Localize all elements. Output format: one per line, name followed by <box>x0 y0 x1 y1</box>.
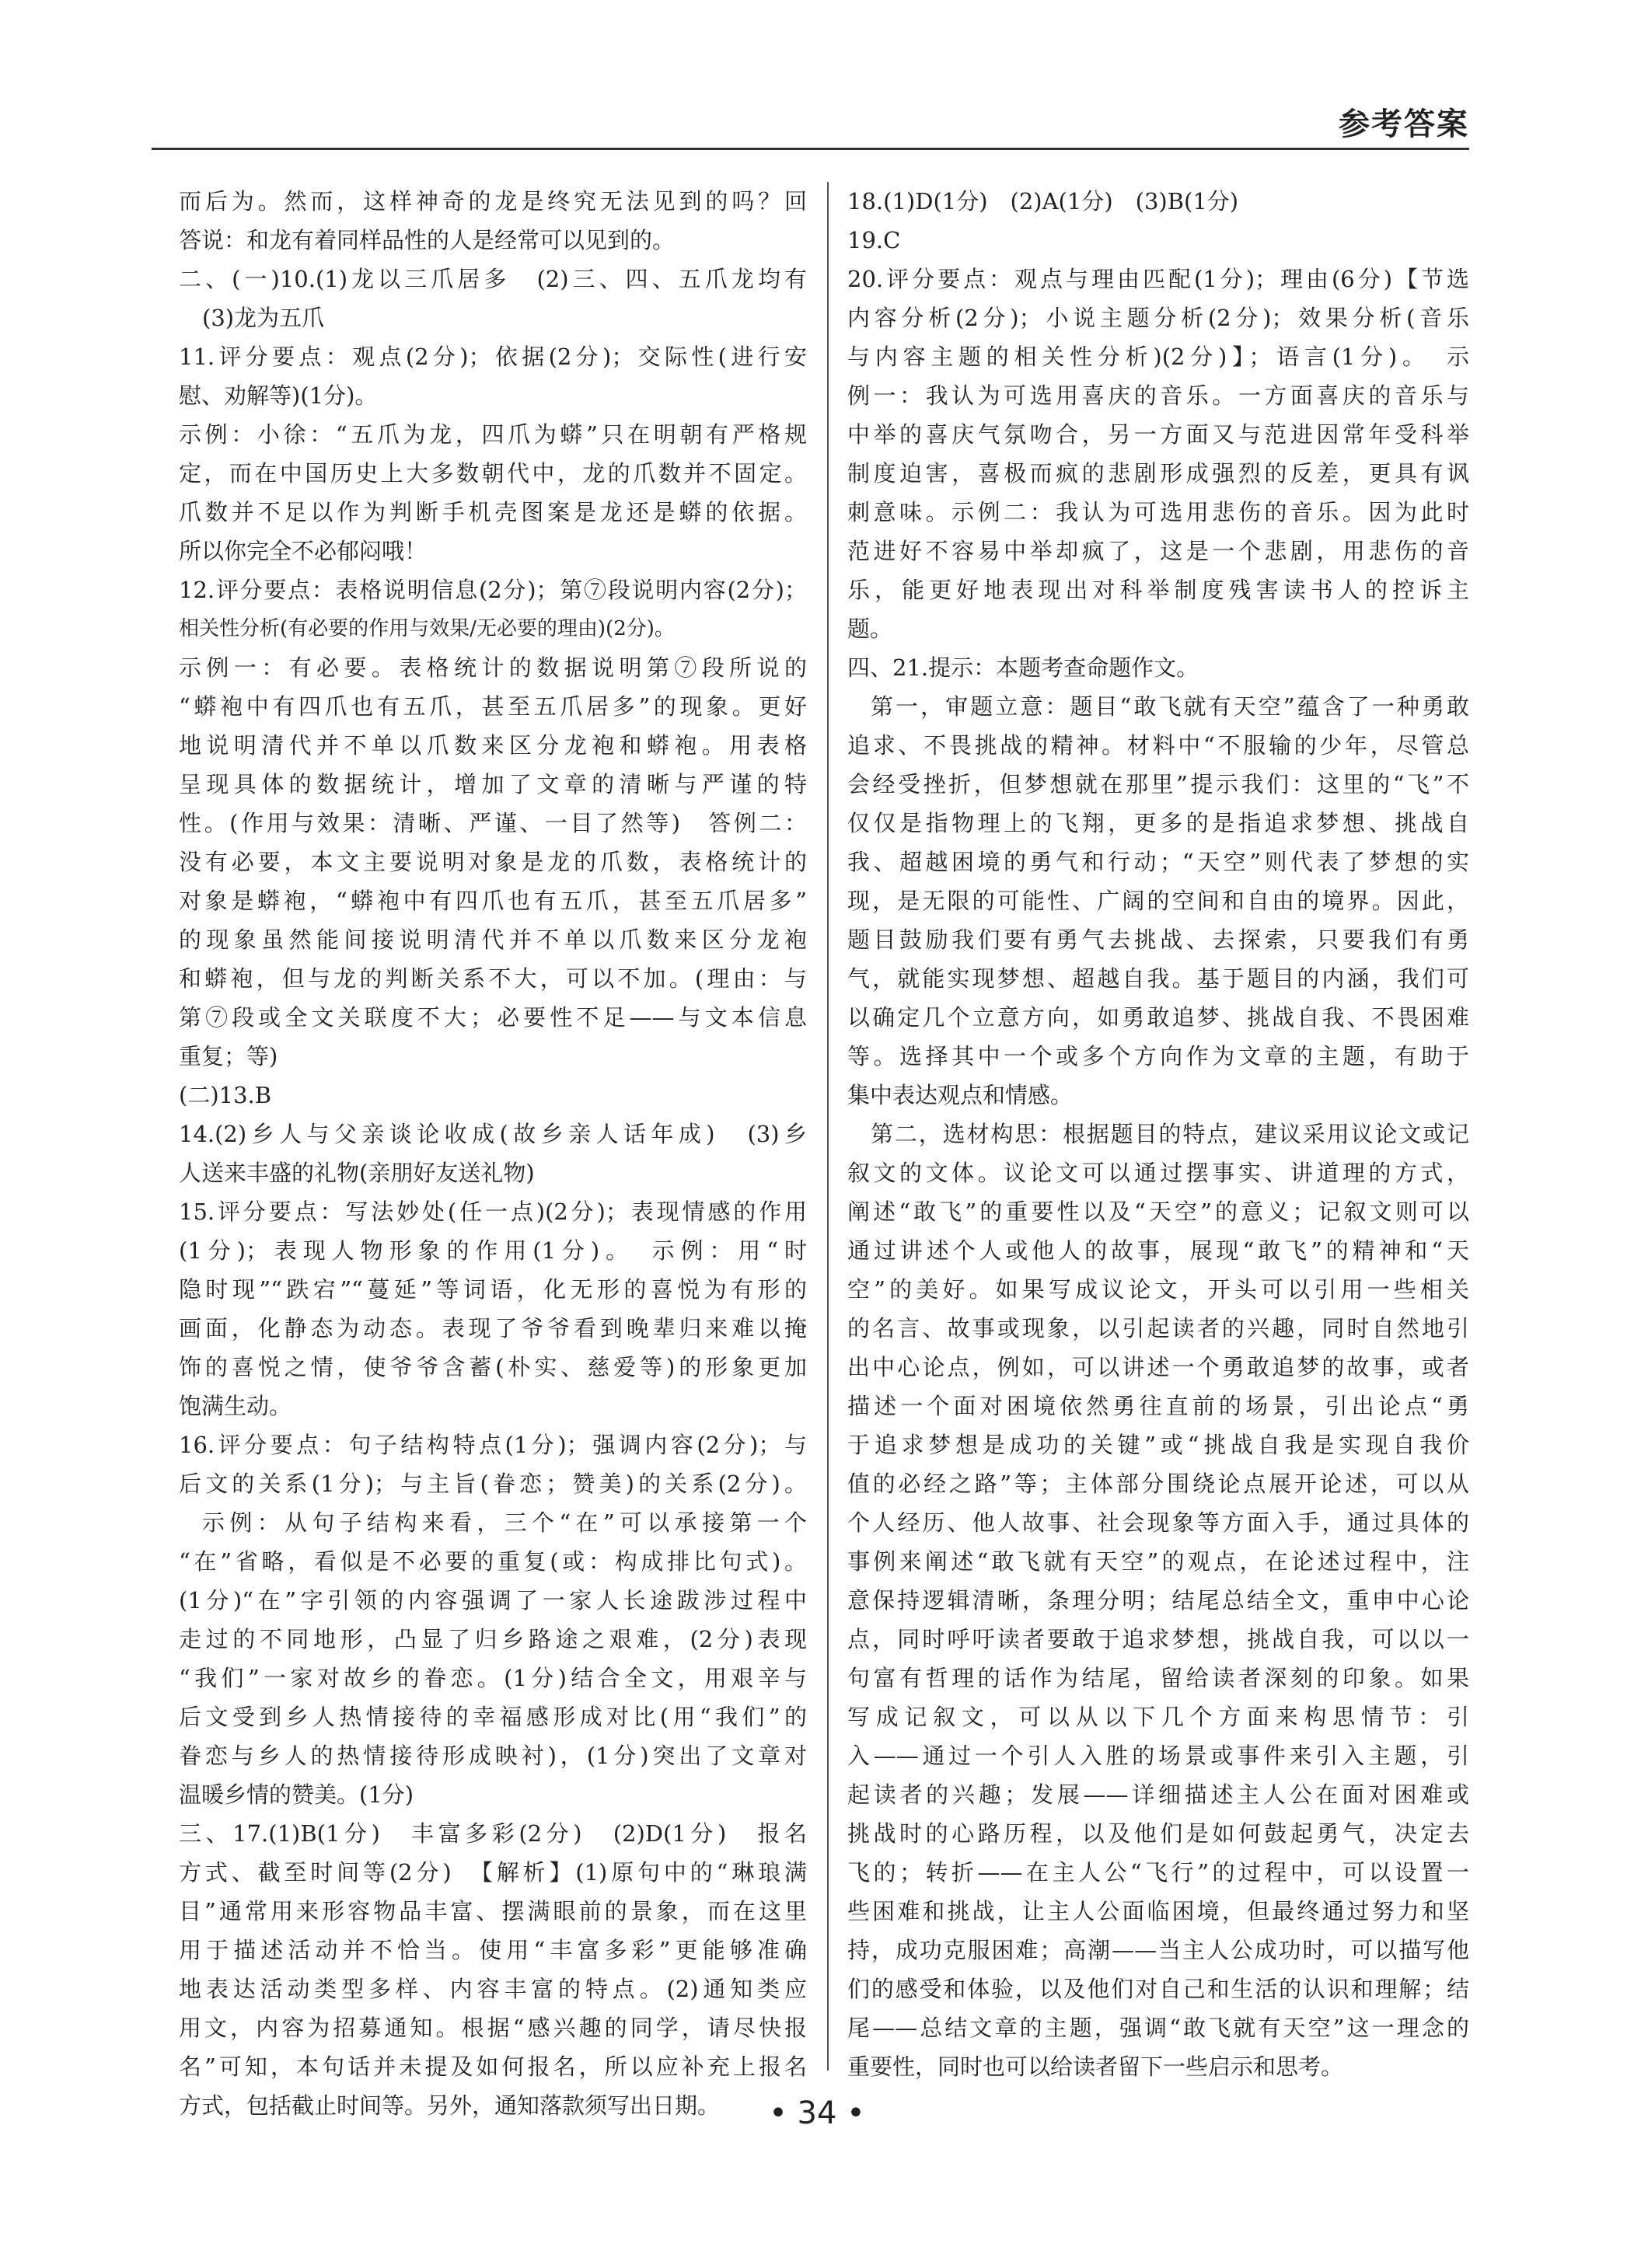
text-line: 画面，化静态为动态。表现了爷爷看到晚辈归来难以掩 <box>179 1315 807 1342</box>
text-line: 刺意味。示例二：我认为可选用悲伤的音乐。因为此时 <box>847 499 1469 525</box>
column-divider <box>827 182 829 2071</box>
right-column <box>847 182 1469 2086</box>
text-line: 制度迫害，喜极而疯的悲剧形成强烈的反差，更具有讽 <box>847 460 1469 487</box>
text-line: 写成记叙文，可以从以下几个方面来构思情节：引 <box>847 1704 1469 1730</box>
text-line: 20.评分要点：观点与理由匹配(1分)；理由(6分)【节选 <box>847 266 1469 292</box>
text-line: 乐，能更好地表现出对科举制度残害读书人的控诉主 <box>847 577 1469 603</box>
text-line: 出中心论点，例如，可以讲述一个勇敢追梦的故事，或者 <box>847 1354 1469 1380</box>
text-line: 们的感受和体验，以及他们对自己和生活的认识和理解；结 <box>847 1976 1469 2002</box>
text-line: 示例：从句子结构来看，三个“在”可以承接第一个 <box>202 1509 807 1536</box>
text-line: 我、超越困境的勇气和行动；“天空”则代表了梦想的实 <box>847 849 1469 875</box>
text-line: 仅仅是指物理上的飞翔，更多的是指追求梦想、挑战自 <box>847 810 1469 836</box>
text-line: 慰、劝解等)(1分)。 <box>179 382 378 409</box>
text-line: 四、21.提示：本题考查命题作文。 <box>847 654 1199 681</box>
text-line: 后文受到乡人热情接待的幸福感形成对比(用“我们”的 <box>179 1704 807 1730</box>
text-line: 飞的；转折——在主人公“飞行”的过程中，可以设置一 <box>847 1859 1469 1886</box>
text-line: 名”可知，本句话并未提及如何报名，所以应补充上报名 <box>179 2053 807 2080</box>
text-line: 温暖乡情的赞美。(1分) <box>179 1781 414 1808</box>
text-line: (1分)；表现人物形象的作用(1分)。 示例：用“时 <box>179 1237 807 1264</box>
text-line: 方式、截至时间等(2分) 【解析】(1)原句中的“琳琅满 <box>179 1859 807 1886</box>
text-line: 呈现具体的数据统计，增加了文章的清晰与严谨的特 <box>179 771 807 797</box>
text-line: 事例来阐述“敢飞就有天空”的观点，在论述过程中，注 <box>847 1548 1469 1575</box>
text-line: 第⑦段或全文关联度不大；必要性不足——与文本信息 <box>179 1004 807 1031</box>
text-line: (二)13.B <box>179 1082 272 1108</box>
text-line: 的现象虽然能间接说明清代并不单以爪数来区分龙袍 <box>179 926 807 953</box>
text-line: 句富有哲理的话作为结尾，留给读者深刻的印象。如果 <box>847 1665 1469 1691</box>
text-line: 集中表达观点和情感。 <box>847 1082 1074 1108</box>
text-line: 走过的不同地形，凸显了归乡路途之艰难，(2分)表现 <box>179 1626 807 1652</box>
text-line: 个人经历、他人故事、社会现象等方面入手，通过具体的 <box>847 1509 1469 1536</box>
text-line: 定，而在中国历史上大多数朝代中，龙的爪数并不固定。 <box>179 460 807 487</box>
text-line: 第二，选材构思：根据题目的特点，建议采用议论文或记 <box>871 1121 1469 1147</box>
text-line: 会经受挫折，但梦想就在那里”提示我们：这里的“飞”不 <box>847 771 1469 797</box>
header-rule <box>152 148 1469 150</box>
text-line: 19.C <box>847 227 901 253</box>
text-line: 的名言、故事或现象，以引起读者的兴趣，同时自然地引 <box>847 1315 1469 1342</box>
text-line: 爪数并不足以作为判断手机壳图案是龙还是蟒的依据。 <box>179 499 807 525</box>
text-line: 起读者的兴趣；发展——详细描述主人公在面对困难或 <box>847 1781 1469 1808</box>
text-line: 题。 <box>847 616 893 642</box>
text-line: 眷恋与乡人的热情接待形成映衬)，(1分)突出了文章对 <box>179 1743 807 1769</box>
text-line: 描述一个面对困境依然勇往直前的场景，引出论点“勇 <box>847 1393 1469 1419</box>
text-line: 范进好不容易中举却疯了，这是一个悲剧，用悲伤的音 <box>847 538 1469 564</box>
text-line: 点，同时呼吁读者要敢于追求梦想，挑战自我，可以以一 <box>847 1626 1469 1652</box>
text-line: 性。(作用与效果：清晰、严谨、一目了然等) 答例二： <box>179 810 807 836</box>
text-line: 地表达活动类型多样、内容丰富的特点。(2)通知类应 <box>179 1976 807 2002</box>
text-line: 地说明清代并不单以爪数来区分龙袍和蟒袍。用表格 <box>179 732 807 759</box>
page-number: • 34 • <box>769 2095 865 2131</box>
text-line: 尾——总结文章的主题，强调“敢飞就有天空”这一理念的 <box>847 2015 1469 2041</box>
text-line: “我们”一家对故乡的眷恋。(1分)结合全文，用艰辛与 <box>179 1665 807 1691</box>
text-line: 用文，内容为招募通知。根据“感兴趣的同学，请尽快报 <box>179 2015 807 2041</box>
text-line: 气，就能实现梦想、超越自我。基于题目的内涵，我们可 <box>847 965 1469 992</box>
text-line: 后文的关系(1分)；与主旨(眷恋；赞美)的关系(2分)。 <box>179 1471 807 1497</box>
text-line: 些困难和挑战，让主人公面临困境，但最终通过努力和坚 <box>847 1898 1469 1924</box>
text-line: 中举的喜庆气氛吻合，另一方面又与范进因常年受科举 <box>847 421 1469 448</box>
page-header-title: 参考答案 <box>1339 106 1469 142</box>
text-line: 例一：我认为可选用喜庆的音乐。一方面喜庆的音乐与 <box>847 382 1469 409</box>
text-line: 挑战时的心路历程，以及他们是如何鼓起勇气，决定去 <box>847 1820 1469 1847</box>
text-line: 16.评分要点：句子结构特点(1分)；强调内容(2分)；与 <box>179 1432 807 1458</box>
text-line: 二、(一)10.(1)龙以三爪居多 (2)三、四、五爪龙均有 <box>179 266 807 292</box>
text-line: 相关性分析(有必要的作用与效果/无必要的理由)(2分)。 <box>179 617 675 640</box>
left-column <box>179 182 807 2125</box>
text-line: 示例一：有必要。表格统计的数据说明第⑦段所说的 <box>179 654 807 681</box>
text-line: “蟒袍中有四爪也有五爪，甚至五爪居多”的现象。更好 <box>179 693 807 720</box>
text-line: 追求、不畏挑战的精神。材料中“不服输的少年，尽管总 <box>847 732 1469 759</box>
text-line: 饱满生动。 <box>179 1393 292 1419</box>
text-line: 对象是蟒袍，“蟒袍中有四爪也有五爪，甚至五爪居多” <box>179 888 807 914</box>
text-line: 内容分析(2分)；小说主题分析(2分)；效果分析(音乐 <box>847 305 1469 331</box>
text-line: 入——通过一个引人入胜的场景或事件来引入主题，引 <box>847 1743 1469 1769</box>
text-line: 题目鼓励我们要有勇气去挑战、去探索，只要我们有勇 <box>847 926 1469 953</box>
text-line: 11.评分要点：观点(2分)；依据(2分)；交际性(进行安 <box>179 344 807 370</box>
text-line: 第一，审题立意：题目“敢飞就有天空”蕴含了一种勇敢 <box>871 693 1469 720</box>
text-line: 空”的美好。如果写成议论文，开头可以引用一些相关 <box>847 1276 1469 1303</box>
text-line: 值的必经之路”等；主体部分围绕论点展开论述，可以从 <box>847 1471 1469 1497</box>
text-line: 持，成功克服困难；高潮——当主人公成功时，可以描写他 <box>847 1937 1469 1963</box>
text-line: 重复；等) <box>179 1043 278 1069</box>
text-line: 三、17.(1)B(1分) 丰富多彩(2分) (2)D(1分) 报名 <box>179 1820 807 1847</box>
text-line: 意保持逻辑清晰，条理分明；结尾总结全文，重申中心论 <box>847 1587 1469 1614</box>
text-line: 所以你完全不必郁闷哦！ <box>179 538 428 564</box>
text-line: 目”通常用来形容物品丰富、摆满眼前的景象，而在这里 <box>179 1898 807 1924</box>
text-line: 18.(1)D(1分) (2)A(1分) (3)B(1分) <box>847 188 1239 215</box>
text-line: 隐时现”“跌宕”“蔓延”等词语，化无形的喜悦为有形的 <box>179 1276 807 1303</box>
text-line: 和蟒袍，但与龙的判断关系不大，可以不加。(理由：与 <box>179 965 807 992</box>
text-line: 阐述“敢飞”的重要性以及“天空”的意义；记叙文则可以 <box>847 1199 1469 1225</box>
text-line: 叙文的文体。议论文可以通过摆事实、讲道理的方式， <box>847 1160 1469 1186</box>
text-line: (3)龙为五爪 <box>202 305 325 331</box>
text-line: 示例：小徐：“五爪为龙，四爪为蟒”只在明朝有严格规 <box>179 421 807 448</box>
text-line: 现，是无限的可能性、广阔的空间和自由的境界。因此， <box>847 888 1469 914</box>
text-line: 于追求梦想是成功的关键”或“挑战自我是实现自我价 <box>847 1432 1469 1458</box>
text-line: 15.评分要点：写法妙处(任一点)(2分)；表现情感的作用 <box>179 1199 807 1225</box>
text-line: 人送来丰盛的礼物(亲朋好友送礼物) <box>179 1160 535 1186</box>
text-line: 饰的喜悦之情，使爷爷含蓄(朴实、慈爱等)的形象更加 <box>179 1354 807 1380</box>
text-line: 而后为。然而，这样神奇的龙是终究无法见到的吗？回 <box>179 188 807 215</box>
text-line: (1分)“在”字引领的内容强调了一家人长途跋涉过程中 <box>179 1587 807 1614</box>
text-line: 没有必要，本文主要说明对象是龙的爪数，表格统计的 <box>179 849 807 875</box>
text-line: 以确定几个立意方向，如勇敢追梦、挑战自我、不畏困难 <box>847 1004 1469 1031</box>
text-line: 重要性，同时也可以给读者留下一些启示和思考。 <box>847 2053 1344 2080</box>
text-line: 方式，包括截止时间等。另外，通知落款须写出日期。 <box>179 2092 721 2119</box>
text-line: 用于描述活动并不恰当。使用“丰富多彩”更能够准确 <box>179 1937 807 1963</box>
text-line: 等。选择其中一个或多个方向作为文章的主题，有助于 <box>847 1043 1469 1069</box>
text-line: 答说：和龙有着同样品性的人是经常可以见到的。 <box>179 227 676 253</box>
text-line: 与内容主题的相关性分析)(2分)】；语言(1分)。 示 <box>847 344 1469 370</box>
text-line: 通过讲述个人或他人的故事，展现“敢飞”的精神和“天 <box>847 1237 1469 1264</box>
text-line: 12.评分要点：表格说明信息(2分)；第⑦段说明内容(2分)； <box>179 577 807 603</box>
text-line: “在”省略，看似是不必要的重复(或：构成排比句式)。 <box>179 1548 807 1575</box>
text-line: 14.(2)乡人与父亲谈论收成(故乡亲人话年成) (3)乡 <box>179 1121 807 1147</box>
